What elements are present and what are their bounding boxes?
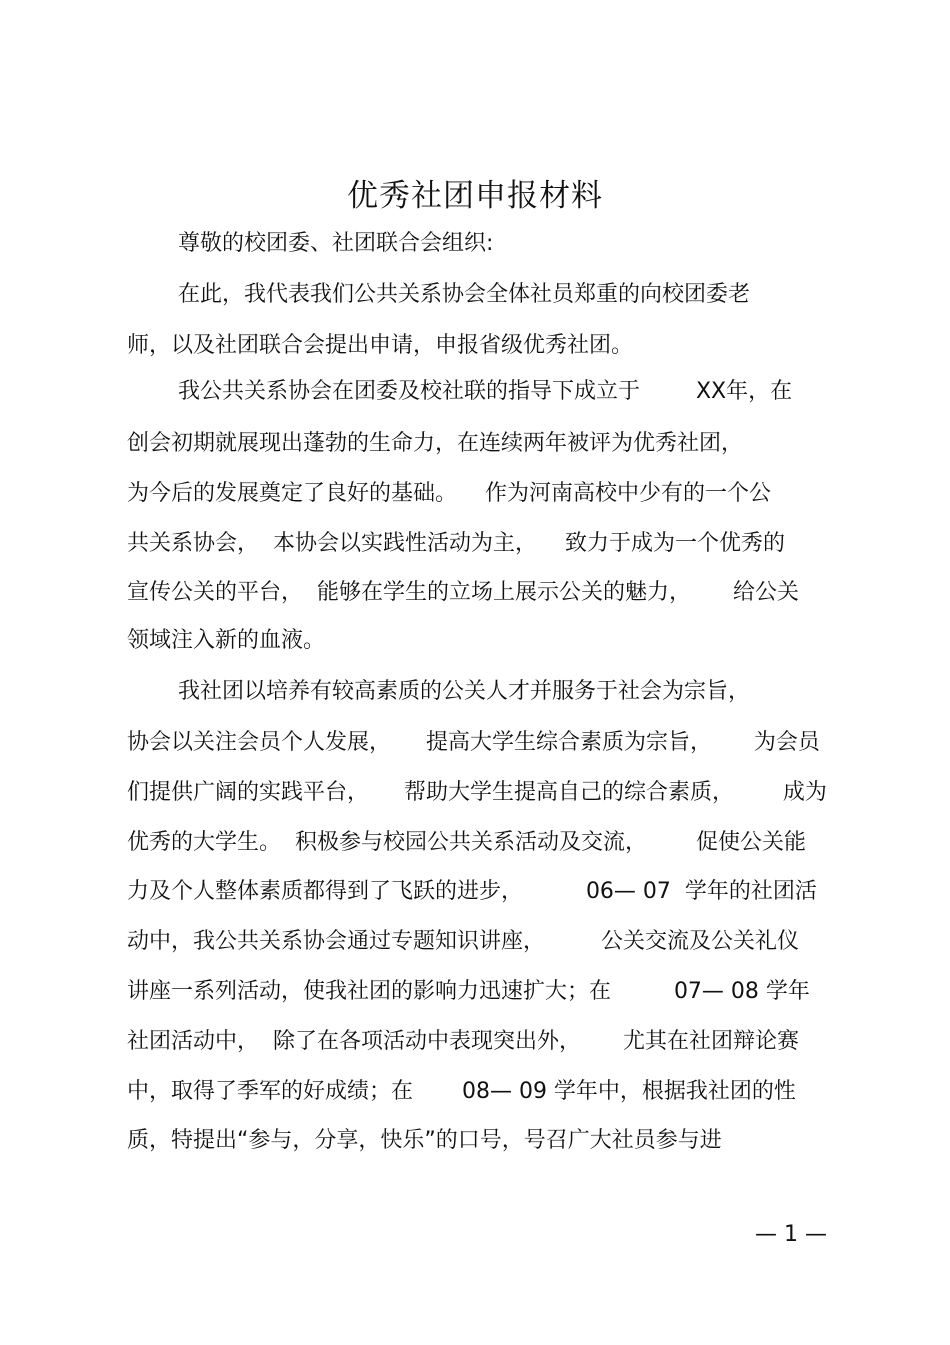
body-line: 们提供广阔的实践平台， 帮助大学生提高自己的综合素质， 成为 [127,780,827,805]
document-title: 优秀社团申报材料 [347,178,603,214]
body-line: 动中，我公共关系协会通过专题知识讲座， 公关交流及公关礼仪 [127,929,799,954]
body-line: 中，取得了季军的好成绩；在 08— 09 学年中，根据我社团的性 [127,1079,796,1104]
salutation-line: 尊敬的校团委、社团联合会组织: [178,231,494,256]
body-line: 质，特提出“参与，分享，快乐”的口号，号召广大社员参与进 [127,1128,722,1153]
page-number: — 1 — [755,1222,827,1247]
body-line: 宣传公关的平台， 能够在学生的立场上展示公关的魅力， 给公关 [127,580,799,605]
body-line: 共关系协会， 本协会以实践性活动为主， 致力于成为一个优秀的 [127,531,785,556]
body-line: 为今后的发展奠定了良好的基础。 作为河南高校中少有的一个公 [127,481,771,506]
body-line: 协会以关注会员个人发展， 提高大学生综合素质为宗旨， 为会员 [127,730,820,755]
body-line: 创会初期就展现出蓬勃的生命力，在连续两年被评为优秀社团， [127,431,744,456]
body-line: 我社团以培养有较高素质的公关人才并服务于社会为宗旨， [178,679,751,704]
body-line: 领域注入新的血液。 [127,628,326,653]
body-line: 讲座一系列活动，使我社团的影响力迅速扩大；在 07— 08 学年 [127,979,810,1004]
body-line: 我公共关系协会在团委及校社联的指导下成立于 XX年，在 [178,379,793,404]
body-line: 力及个人整体素质都得到了飞跃的进步， 06— 07 学年的社团活 [127,879,817,904]
body-line: 师，以及社团联合会提出申请，申报省级优秀社团。 [127,333,634,358]
body-line: 在此，我代表我们公共关系协会全体社员郑重的向校团委老 [178,282,751,307]
body-line: 优秀的大学生。 积极参与校园公共关系活动及交流， 促使公关能 [127,830,806,855]
body-line: 社团活动中， 除了在各项活动中表现突出外， 尤其在社团辩论赛 [127,1029,799,1054]
